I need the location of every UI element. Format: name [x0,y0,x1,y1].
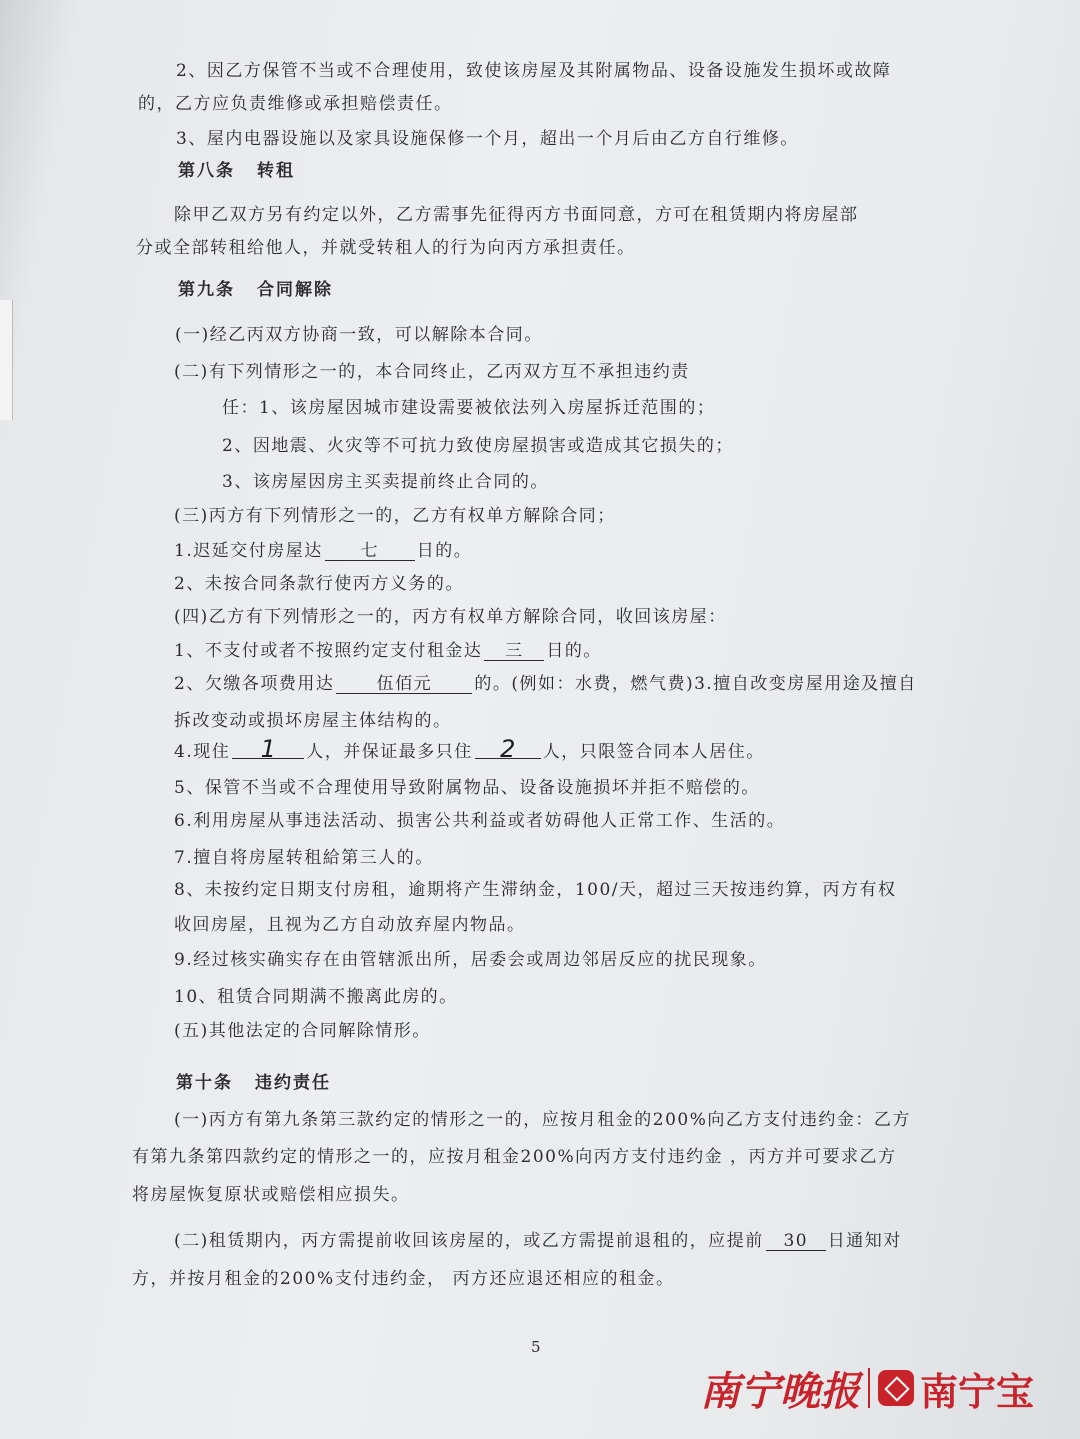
article-8-number: 第八条 [178,161,235,181]
max-occupants-handwritten: 2 [475,740,541,759]
article-9-section-4-item-1 [174,636,602,661]
item-text: 1.迟延交付房屋达 [174,541,323,561]
article-8-text-line-1: 除甲乙双方另有约定以外，乙方需事先征得丙方书面同意，方可在租赁期内将房屋部 [174,205,859,225]
article-9-section-4-item-2-cont: 拆改变动或损坏房屋主体结构的。 [174,711,452,731]
watermark [700,1358,1034,1418]
article-9-section-4-item-5: 5、保管不当或不合理使用导致附属物品、设备设施损坏并拒不赔偿的。 [174,778,760,798]
app-logo-icon [878,1370,914,1406]
article-8-heading [178,156,295,181]
article-9-section-3: (三)丙方有下列情形之一的，乙方有权单方解除合同； [174,506,616,526]
article-10-section-1-line-1: (一)丙方有第九条第三款约定的情形之一的，应按月租金的200%向乙方支付违约金：乙方 [174,1110,911,1130]
article-9-section-4-item-7: 7.擅自将房屋转租給第三人的。 [174,848,434,868]
item-text: (二)租赁期内，丙方需提前收回该房屋的，或乙方需提前退租的，应提前 [174,1231,764,1251]
clause-7-item-2-line-1: 2、因乙方保管不当或不合理使用，致使该房屋及其附属物品、设备设施发生损坏或故障 [176,61,892,81]
article-10-heading [176,1068,331,1093]
item-text: 2、欠缴各项费用达 [174,674,335,694]
item-text: 日的。 [416,541,473,561]
newspaper-logo-text: 南宁晚报 [700,1367,860,1415]
article-9-number: 第九条 [178,280,235,300]
item-text: 日通知对 [827,1231,902,1251]
article-9-section-4-item-8-line-1: 8、未按约定日期支付房租，逾期将产生滞纳金，100/天，超过三天按违约算，丙方有权 [174,880,897,900]
page-number: 5 [531,1338,541,1356]
article-9-section-4-item-8-line-2: 收回房屋，且视为乙方自动放弃屋内物品。 [174,915,526,935]
article-10-section-1-line-2: 有第九条第四款约定的情形之一的，应按月租金200%向丙方支付违约金 ，丙方并可要求乙方 [132,1147,897,1167]
clause-7-item-3: 3、屋内电器设施以及家具设施保修一个月，超出一个月后由乙方自行维修。 [176,129,799,149]
clause-7-item-2-line-2: 的，乙方应负责维修或承担赔偿责任。 [138,94,453,114]
current-occupants-handwritten: 1 [232,740,304,759]
article-10-section-1-line-3: 将房屋恢复原状或赔偿相应损失。 [132,1185,410,1205]
article-9-section-1: (一)经乙丙双方协商一致，可以解除本合同。 [175,325,543,345]
article-9-title: 合同解除 [257,280,333,300]
article-9-section-3-item-1 [174,536,472,561]
article-9-section-2: (二)有下列情形之一的，本合同终止，乙丙双方互不承担违约责 [174,362,690,382]
article-10-section-2-line-2: 方，并按月租金的200%支付违约金， 丙方还应退还相应的租金。 [132,1269,675,1289]
article-10-number: 第十条 [176,1073,233,1093]
article-9-section-4-item-4 [174,737,765,762]
app-name: 南宁宝 [920,1369,1035,1414]
item-text: 4.现住 [174,742,231,762]
fee-amount-fill: 伍佰元 [336,675,472,694]
rent-days-fill: 三 [484,642,544,661]
notice-days-fill: 30 [766,1232,826,1251]
item-text: 日的。 [546,641,602,661]
article-9-section-4: (四)乙方有下列情形之一的，丙方有权单方解除合同，收回该房屋： [174,607,727,627]
article-9-section-2-item-2: 2、因地震、火灾等不可抗力致使房屋损害或造成其它损失的； [222,436,734,456]
article-9-section-4-item-10: 10、租赁合同期满不搬离此房的。 [174,987,458,1007]
article-9-section-5: (五)其他法定的合同解除情形。 [174,1021,431,1041]
article-10-section-2-line-1 [174,1226,902,1251]
item-text: 1、不支付或者不按照约定支付租金达 [174,641,483,661]
article-8-title: 转租 [257,161,295,181]
article-9-section-2-item-1: 任：1、该房屋因城市建设需要被依法列入房屋拆迁范围的； [222,398,716,418]
article-9-heading [178,275,333,300]
article-8-text-line-2: 分或全部转租给他人，并就受转租人的行为向丙方承担责任。 [136,238,636,258]
article-9-section-4-item-6: 6.利用房屋从事违法活动、损害公共利益或者妨碍他人正常工作、生活的。 [174,811,786,831]
delay-days-fill: 七 [325,542,415,561]
item-text: 的。(例如：水费，燃气费)3.擅自改变房屋用途及擅自 [474,674,917,694]
article-9-section-4-item-2 [174,669,917,694]
article-10-title: 违约责任 [255,1073,331,1093]
item-text: 人，并保证最多只住 [306,742,473,762]
article-9-section-2-item-3: 3、该房屋因房主买卖提前终止合同的。 [222,472,549,492]
item-text: 人，只限签合同本人居住。 [542,742,765,762]
article-9-section-4-item-9: 9.经过核实确实存在由管辖派出所，居委会或周边邻居反应的扰民现象。 [174,950,767,970]
article-9-section-3-item-2: 2、未按合同条款行使丙方义务的。 [174,574,464,594]
watermark-divider [868,1368,870,1408]
